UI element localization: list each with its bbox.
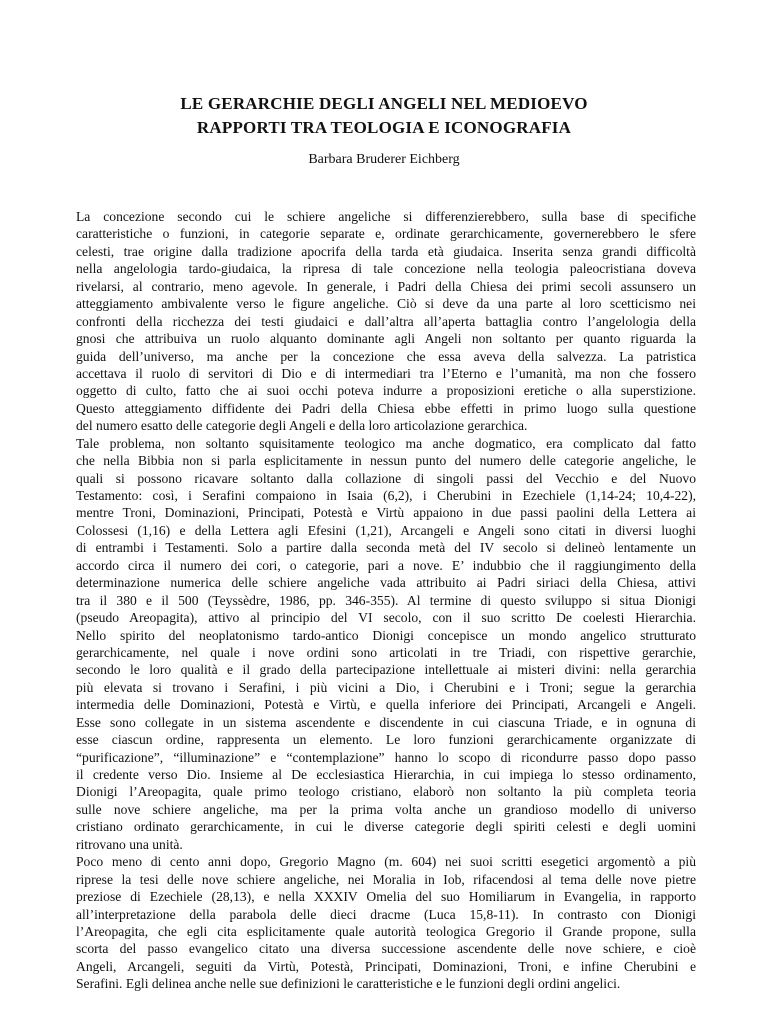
text-line: Nello spirito del neoplatonismo tardo-antico Dionigi concepisce un mondo angelico strutturato <box>76 627 696 643</box>
text-line: scorta del passo evangelico citato una diversa successione ascendente delle nove schiere, e cioè <box>76 941 696 957</box>
document-title <box>0 92 768 140</box>
text-line: più elevata si trovano i Serafini, i più vicini a Dio, i Cherubini e i Troni; segue la gerarchia <box>76 679 696 695</box>
text-line: all’interpretazione della parabola delle dieci dracme (Luca 15,8-11). In contrasto con Dionigi <box>76 906 696 922</box>
text-line: preziose di Ezechiele (28,13), e nella XXXIV Omelia del suo Homiliarum in Evangelia, in rapporto <box>76 889 696 905</box>
text-line: atteggiamento ambivalente verso le figure angeliche. Ciò si deve da una parte al loro scetticismo nei <box>76 296 696 312</box>
text-line: di entrambi i Testamenti. Solo a partire dalla seconda metà del IV secolo si delineò lentamente un <box>76 540 696 556</box>
text-line: del numero esatto delle categorie degli Angeli e della loro articolazione gerarchica. <box>76 418 528 434</box>
text-line: Questo atteggiamento diffidente dei Padri della Chiesa ebbe effetti in primo luogo sulla questione <box>76 400 696 416</box>
text-line: sulle nove schiere angeliche, ma per la prima volta anche un grandioso modello di universo <box>76 801 696 817</box>
text-line: accettava il ruolo di servitori di Dio e di intermediari tra l’Eterno e l’umanità, ma non che fossero <box>76 365 696 381</box>
text-line: guida dell’universo, ma anche per la concezione che essa aveva della salvezza. La patristica <box>76 348 696 364</box>
text-line: cristiano ordinato gerarchicamente, in cui le diverse categorie degli spiriti celesti e degli uomini <box>76 819 696 835</box>
text-line: oggetto di culto, fatto che ai suoi occhi poteva indurre a proposizioni eretiche o alla superstizione. <box>76 383 696 399</box>
text-line: tra il 380 e il 500 (Teyssèdre, 1986, pp. 346-355). Al termine di questo sviluppo si situa Dionigi <box>76 592 696 608</box>
text-line: accordo circa il numero dei cori, o categorie, pari a nove. E’ indubbio che il raggiungimento della <box>76 557 696 573</box>
author-name: Barbara Bruderer Eichberg <box>308 152 460 167</box>
text-line: nella angelologia tardo-giudaica, la ripresa di tale concezione nella teologia paleocristiana doveva <box>76 261 696 277</box>
text-line: gnosi che attribuiva un ruolo alquanto dominante agli Angeli non soltanto per quanto riguarda la <box>76 331 696 347</box>
text-line: Angeli, Arcangeli, seguiti da Virtù, Potestà, Principati, Dominazioni, Troni, e infine Cherubini e <box>76 958 696 974</box>
text-line: La concezione secondo cui le schiere angeliche si differenzierebbero, sulla base di specifiche <box>76 209 696 224</box>
text-line: Colossesi (1,16) e della Lettera agli Efesini (1,21), Arcangeli e Angeli sono citati in diversi luoghi <box>76 522 696 538</box>
text-line: Esse sono collegate in un sistema ascendente e discendente in cui ciascuna Triade, e in ognuna di <box>76 714 696 730</box>
text-line: “purificazione”, “illuminazione” e “contemplazione” hanno lo scopo di ricondurre passo dopo passo <box>76 749 696 765</box>
text-line: Tale problema, non soltanto squisitamente teologico ma anche dogmatico, era complicato dal fatto <box>76 435 696 451</box>
text-line: caratteristiche o funzioni, in categorie separate e, ordinate gerarchicamente, governerebbero le sfere <box>76 226 696 242</box>
text-line: l’Areopagita, che egli cita esplicitamente quale autorità teologica Gregorio il Grande propone, sulla <box>76 923 696 939</box>
text-line: (pseudo Areopagita), attivo al principio del VI secolo, con il suo scritto De coelesti Hierarchia. <box>76 610 696 626</box>
title-line-1: LE GERARCHIE DEGLI ANGELI NEL MEDIOEVO <box>180 94 588 113</box>
text-line: gerarchicamente, nel quale i nove ordini sono articolati in tre Triadi, con rispettive gerarchie, <box>76 644 696 660</box>
text-line: riprese la tesi delle nove schiere angeliche, nei Moralia in Iob, rifacendosi al tema delle nove pietre <box>76 871 696 887</box>
title-line-2: RAPPORTI TRA TEOLOGIA E ICONOGRAFIA <box>196 118 572 137</box>
text-line: rivelarsi, al contrario, meno agevole. In generale, i Padri della Chiesa dei primi secoli assunsero un <box>76 278 696 294</box>
text-line: intermedia delle Dominazioni, Potestà e Virtù, e quella inferiore dei Principati, Arcangeli e Angeli. <box>76 697 696 713</box>
text-line: il credente verso Dio. Insieme al De ecclesiastica Hierarchia, in cui impiega lo stesso ordinamento, <box>76 767 696 782</box>
text-line: secondo le loro qualità e il grado della partecipazione intellettuale ai misteri divini: nella gerarchia <box>76 662 696 678</box>
text-line: Serafini. Egli delinea anche nelle sue definizioni le caratteristiche e le funzioni degli ordini angelici. <box>76 976 621 992</box>
text-line: Poco meno di cento anni dopo, Gregorio Magno (m. 604) nei suoi scritti esegetici argomentò a più <box>76 854 696 870</box>
text-line: determinazione numerica delle schiere angeliche vada attribuito ai Padri siriaci della Chiesa, attivi <box>76 575 696 591</box>
text-line: Testamento: così, i Serafini compaiono in Isaia (6,2), i Cherubini in Ezechiele (1,14-24; 10,4-22), <box>76 488 696 503</box>
text-line: che nella Bibbia non si parla esplicitamente in nessun punto del numero delle categorie angeliche, le <box>76 453 696 469</box>
text-line: Dionigi l’Areopagita, quale primo teologo cristiano, elaborò non soltanto la più completa teoria <box>76 784 696 800</box>
text-line: celesti, trae origine dalla tradizione apocrifa della tarda età giudaica. Inserita senza grandi difficoltà <box>76 243 696 259</box>
text-line: confronti della ricchezza dei testi giudaici e dall’altra all’aperta battaglia contro l’angelologia della <box>76 313 696 329</box>
text-line: esse ciascun ordine, rappresenta un elemento. Le loro funzioni gerarchicamente organizzate di <box>76 732 696 748</box>
body-text <box>76 208 696 993</box>
text-line: mentre Troni, Dominazioni, Principati, Potestà e Virtù appaiono in due passi paolini della Lettera ai <box>76 505 696 521</box>
text-line: ritrovano una unità. <box>76 836 183 852</box>
text-line: quali si possono ricavare soltanto dalla collazione di singoli passi del Vecchio e del Nuovo <box>76 470 696 486</box>
